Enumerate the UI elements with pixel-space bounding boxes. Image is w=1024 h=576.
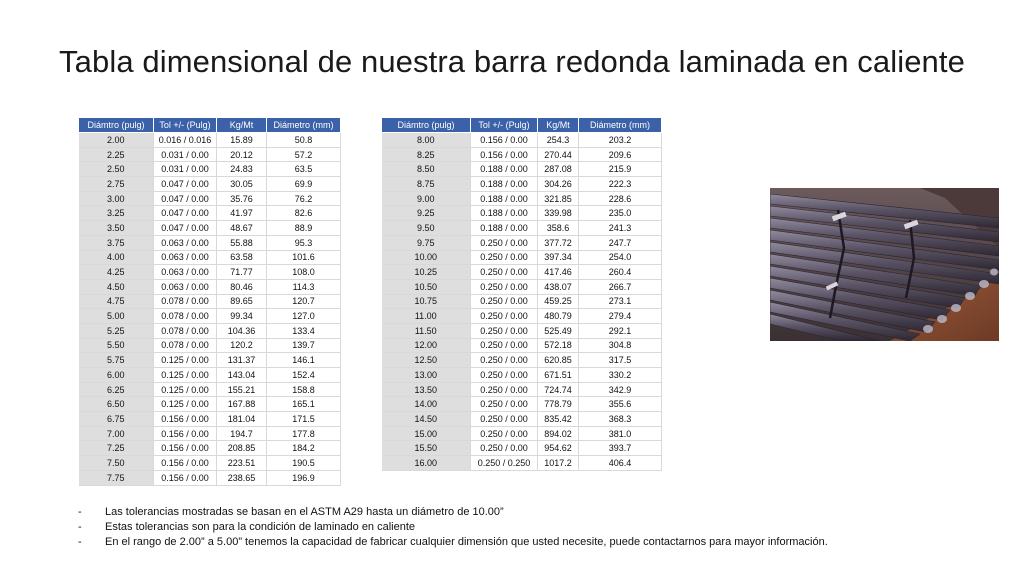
cell-diameter-mm: 127.0 [267,309,341,324]
cell-kg-per-m: 287.08 [538,162,579,177]
cell-kg-per-m: 99.34 [217,309,267,324]
cell-diameter-in: 10.00 [382,250,471,265]
cell-diameter-in: 7.50 [79,456,154,471]
table-row [382,250,662,265]
table-row [79,323,341,338]
table-row [79,221,341,236]
cell-diameter-in: 5.00 [79,309,154,324]
cell-diameter-in: 5.75 [79,353,154,368]
cell-diameter-mm: 69.9 [267,177,341,192]
cell-kg-per-m: 155.21 [217,382,267,397]
cell-tolerance: 0.047 / 0.00 [154,191,217,206]
cell-diameter-in: 6.75 [79,412,154,427]
steel-bars-photo [770,188,999,341]
note-item [78,505,978,520]
cell-diameter-mm: 120.7 [267,294,341,309]
table-header-row [382,118,662,133]
header-diameter-in: Diámtro (pulg) [79,118,154,133]
cell-kg-per-m: 397.34 [538,250,579,265]
cell-kg-per-m: 671.51 [538,368,579,383]
cell-diameter-in: 11.50 [382,323,471,338]
cell-diameter-in: 3.00 [79,191,154,206]
cell-kg-per-m: 377.72 [538,235,579,250]
note-item [78,520,978,535]
table-row [382,309,662,324]
cell-diameter-mm: 203.2 [579,133,662,148]
table-row [382,206,662,221]
note-text: Estas tolerancias son para la condición de laminado en caliente [105,521,416,533]
table-row [79,177,341,192]
table-row [79,309,341,324]
cell-tolerance: 0.250 / 0.00 [471,294,538,309]
table-row [382,177,662,192]
table-row [382,353,662,368]
header-kg-per-m: Kg/Mt [538,118,579,133]
cell-kg-per-m: 339.98 [538,206,579,221]
table-row [79,338,341,353]
table-row [382,441,662,456]
cell-diameter-in: 5.50 [79,338,154,353]
cell-kg-per-m: 15.89 [217,133,267,148]
cell-diameter-in: 2.25 [79,147,154,162]
cell-diameter-mm: 222.3 [579,177,662,192]
cell-diameter-in: 14.00 [382,397,471,412]
table-row [382,323,662,338]
cell-kg-per-m: 238.65 [217,470,267,485]
table-row [382,279,662,294]
table-row [79,441,341,456]
cell-kg-per-m: 223.51 [217,456,267,471]
cell-diameter-in: 8.50 [382,162,471,177]
cell-tolerance: 0.250 / 0.00 [471,397,538,412]
cell-diameter-mm: 406.4 [579,456,662,471]
table-header-row [79,118,341,133]
steel-bars-illustration [770,188,999,341]
cell-kg-per-m: 954.62 [538,441,579,456]
cell-diameter-mm: 254.0 [579,250,662,265]
cell-tolerance: 0.156 / 0.00 [154,470,217,485]
note-text: En el rango de 2.00” a 5.00” tenemos la capacidad de fabricar cualquier dimensión que usted necesite, puede contactarnos para mayor información. [105,536,828,548]
cell-diameter-mm: 57.2 [267,147,341,162]
cell-tolerance: 0.250 / 0.00 [471,353,538,368]
cell-tolerance: 0.250 / 0.00 [471,412,538,427]
cell-diameter-mm: 381.0 [579,426,662,441]
cell-kg-per-m: 417.46 [538,265,579,280]
table-row [382,338,662,353]
cell-diameter-in: 3.75 [79,235,154,250]
cell-kg-per-m: 30.05 [217,177,267,192]
cell-tolerance: 0.047 / 0.00 [154,177,217,192]
header-diameter-mm: Diámetro (mm) [267,118,341,133]
cell-tolerance: 0.156 / 0.00 [154,412,217,427]
cell-diameter-mm: 108.0 [267,265,341,280]
cell-diameter-mm: 330.2 [579,368,662,383]
cell-diameter-in: 7.00 [79,426,154,441]
table-row [382,265,662,280]
table-row [79,250,341,265]
cell-kg-per-m: 358.6 [538,221,579,236]
cell-diameter-mm: 158.8 [267,382,341,397]
cell-diameter-in: 5.25 [79,323,154,338]
cell-kg-per-m: 254.3 [538,133,579,148]
cell-tolerance: 0.250 / 0.00 [471,323,538,338]
cell-diameter-mm: 209.6 [579,147,662,162]
cell-diameter-mm: 165.1 [267,397,341,412]
cell-diameter-in: 9.75 [382,235,471,250]
cell-kg-per-m: 459.25 [538,294,579,309]
cell-tolerance: 0.188 / 0.00 [471,206,538,221]
cell-kg-per-m: 71.77 [217,265,267,280]
cell-diameter-mm: 76.2 [267,191,341,206]
slide-title: Tabla dimensional de nuestra barra redonda laminada en caliente [59,44,965,79]
table-row [382,426,662,441]
cell-diameter-mm: 190.5 [267,456,341,471]
cell-diameter-mm: 184.2 [267,441,341,456]
cell-kg-per-m: 438.07 [538,279,579,294]
cell-diameter-mm: 171.5 [267,412,341,427]
cell-diameter-mm: 63.5 [267,162,341,177]
cell-diameter-mm: 393.7 [579,441,662,456]
note-item [78,535,978,550]
table-row [382,221,662,236]
cell-diameter-mm: 50.8 [267,133,341,148]
table-row [382,294,662,309]
cell-kg-per-m: 208.85 [217,441,267,456]
cell-kg-per-m: 620.85 [538,353,579,368]
cell-diameter-in: 8.00 [382,133,471,148]
cell-diameter-mm: 235.0 [579,206,662,221]
cell-kg-per-m: 131.37 [217,353,267,368]
cell-diameter-in: 3.25 [79,206,154,221]
header-diameter-mm: Diámetro (mm) [579,118,662,133]
cell-tolerance: 0.047 / 0.00 [154,206,217,221]
table-row [382,368,662,383]
cell-diameter-in: 2.75 [79,177,154,192]
table-row [382,412,662,427]
cell-diameter-in: 9.25 [382,206,471,221]
cell-kg-per-m: 55.88 [217,235,267,250]
cell-tolerance: 0.188 / 0.00 [471,177,538,192]
header-tolerance: Tol +/- (Pulg) [471,118,538,133]
cell-diameter-in: 12.50 [382,353,471,368]
table-row [79,235,341,250]
table-row [79,147,341,162]
cell-tolerance: 0.078 / 0.00 [154,294,217,309]
cell-tolerance: 0.250 / 0.00 [471,279,538,294]
cell-diameter-in: 6.25 [79,382,154,397]
cell-diameter-in: 12.00 [382,338,471,353]
cell-tolerance: 0.250 / 0.00 [471,265,538,280]
cell-diameter-mm: 101.6 [267,250,341,265]
cell-kg-per-m: 20.12 [217,147,267,162]
cell-diameter-in: 2.00 [79,133,154,148]
header-kg-per-m: Kg/Mt [217,118,267,133]
cell-tolerance: 0.078 / 0.00 [154,309,217,324]
cell-kg-per-m: 89.65 [217,294,267,309]
table-row [79,368,341,383]
table-row [382,191,662,206]
cell-kg-per-m: 525.49 [538,323,579,338]
cell-kg-per-m: 894.02 [538,426,579,441]
table-row [382,235,662,250]
table-row [79,382,341,397]
cell-diameter-mm: 241.3 [579,221,662,236]
cell-kg-per-m: 1017.2 [538,456,579,471]
cell-diameter-mm: 88.9 [267,221,341,236]
cell-diameter-in: 4.25 [79,265,154,280]
cell-diameter-mm: 342.9 [579,382,662,397]
cell-diameter-in: 13.00 [382,368,471,383]
cell-tolerance: 0.078 / 0.00 [154,323,217,338]
cell-diameter-mm: 355.6 [579,397,662,412]
cell-diameter-mm: 82.6 [267,206,341,221]
cell-diameter-mm: 139.7 [267,338,341,353]
cell-tolerance: 0.156 / 0.00 [154,426,217,441]
table-row [79,353,341,368]
cell-diameter-in: 4.50 [79,279,154,294]
cell-diameter-mm: 114.3 [267,279,341,294]
cell-tolerance: 0.250 / 0.00 [471,250,538,265]
cell-tolerance: 0.063 / 0.00 [154,265,217,280]
table-row [79,426,341,441]
cell-tolerance: 0.031 / 0.00 [154,162,217,177]
cell-diameter-in: 9.00 [382,191,471,206]
bullet-dash: - [78,521,82,533]
cell-diameter-mm: 266.7 [579,279,662,294]
table-row [382,133,662,148]
dimension-table-right [381,117,662,471]
cell-diameter-mm: 152.4 [267,368,341,383]
cell-tolerance: 0.250 / 0.00 [471,441,538,456]
cell-tolerance: 0.063 / 0.00 [154,279,217,294]
cell-diameter-in: 2.50 [79,162,154,177]
cell-kg-per-m: 48.67 [217,221,267,236]
table-row [79,294,341,309]
cell-tolerance: 0.063 / 0.00 [154,250,217,265]
cell-diameter-mm: 273.1 [579,294,662,309]
cell-diameter-mm: 292.1 [579,323,662,338]
cell-tolerance: 0.250 / 0.00 [471,368,538,383]
cell-diameter-mm: 317.5 [579,353,662,368]
table-row [79,162,341,177]
cell-tolerance: 0.250 / 0.250 [471,456,538,471]
cell-tolerance: 0.188 / 0.00 [471,191,538,206]
cell-kg-per-m: 63.58 [217,250,267,265]
cell-diameter-in: 11.00 [382,309,471,324]
cell-kg-per-m: 24.83 [217,162,267,177]
cell-diameter-in: 16.00 [382,456,471,471]
cell-kg-per-m: 304.26 [538,177,579,192]
cell-tolerance: 0.156 / 0.00 [154,441,217,456]
cell-diameter-in: 9.50 [382,221,471,236]
cell-diameter-in: 10.50 [382,279,471,294]
table-row [79,470,341,485]
table-row [79,279,341,294]
cell-kg-per-m: 41.97 [217,206,267,221]
cell-diameter-in: 8.25 [382,147,471,162]
cell-kg-per-m: 35.76 [217,191,267,206]
cell-kg-per-m: 480.79 [538,309,579,324]
table-row [382,382,662,397]
table-row [382,147,662,162]
table-row [79,191,341,206]
cell-diameter-in: 15.50 [382,441,471,456]
notes-list [78,505,978,550]
cell-tolerance: 0.250 / 0.00 [471,382,538,397]
cell-tolerance: 0.047 / 0.00 [154,221,217,236]
cell-kg-per-m: 321.85 [538,191,579,206]
cell-kg-per-m: 181.04 [217,412,267,427]
cell-diameter-mm: 279.4 [579,309,662,324]
cell-kg-per-m: 778.79 [538,397,579,412]
cell-diameter-in: 10.25 [382,265,471,280]
cell-tolerance: 0.188 / 0.00 [471,162,538,177]
table-row [79,206,341,221]
cell-tolerance: 0.250 / 0.00 [471,235,538,250]
cell-tolerance: 0.125 / 0.00 [154,368,217,383]
cell-diameter-mm: 215.9 [579,162,662,177]
cell-diameter-in: 6.00 [79,368,154,383]
cell-tolerance: 0.188 / 0.00 [471,221,538,236]
cell-diameter-mm: 196.9 [267,470,341,485]
bullet-dash: - [78,506,82,518]
table-row [79,265,341,280]
table-row [382,456,662,471]
cell-tolerance: 0.156 / 0.00 [154,456,217,471]
bullet-dash: - [78,536,82,548]
cell-diameter-in: 15.00 [382,426,471,441]
cell-tolerance: 0.125 / 0.00 [154,353,217,368]
cell-kg-per-m: 120.2 [217,338,267,353]
cell-tolerance: 0.063 / 0.00 [154,235,217,250]
cell-diameter-in: 13.50 [382,382,471,397]
cell-kg-per-m: 270.44 [538,147,579,162]
cell-diameter-in: 10.75 [382,294,471,309]
table-row [79,133,341,148]
dimension-table-left [78,117,341,486]
cell-diameter-in: 7.25 [79,441,154,456]
header-diameter-in: Diámtro (pulg) [382,118,471,133]
table-row [382,397,662,412]
cell-diameter-in: 6.50 [79,397,154,412]
cell-tolerance: 0.078 / 0.00 [154,338,217,353]
cell-diameter-in: 7.75 [79,470,154,485]
header-tolerance: Tol +/- (Pulg) [154,118,217,133]
cell-diameter-mm: 146.1 [267,353,341,368]
table-row [79,397,341,412]
cell-diameter-mm: 247.7 [579,235,662,250]
cell-diameter-mm: 304.8 [579,338,662,353]
table-row [382,162,662,177]
note-text: Las tolerancias mostradas se basan en el ASTM A29 hasta un diámetro de 10.00” [105,506,504,518]
cell-tolerance: 0.016 / 0.016 [154,133,217,148]
cell-diameter-mm: 260.4 [579,265,662,280]
cell-kg-per-m: 835.42 [538,412,579,427]
cell-diameter-mm: 177.8 [267,426,341,441]
cell-diameter-mm: 95.3 [267,235,341,250]
cell-diameter-mm: 133.4 [267,323,341,338]
cell-tolerance: 0.250 / 0.00 [471,426,538,441]
cell-tolerance: 0.125 / 0.00 [154,397,217,412]
table-row [79,412,341,427]
cell-tolerance: 0.156 / 0.00 [471,133,538,148]
cell-tolerance: 0.125 / 0.00 [154,382,217,397]
cell-kg-per-m: 194.7 [217,426,267,441]
cell-kg-per-m: 80.46 [217,279,267,294]
cell-diameter-in: 3.50 [79,221,154,236]
cell-kg-per-m: 572.18 [538,338,579,353]
cell-diameter-in: 8.75 [382,177,471,192]
cell-kg-per-m: 724.74 [538,382,579,397]
cell-tolerance: 0.031 / 0.00 [154,147,217,162]
cell-tolerance: 0.250 / 0.00 [471,338,538,353]
cell-diameter-in: 4.75 [79,294,154,309]
cell-kg-per-m: 104.36 [217,323,267,338]
cell-diameter-mm: 228.6 [579,191,662,206]
cell-diameter-mm: 368.3 [579,412,662,427]
cell-tolerance: 0.250 / 0.00 [471,309,538,324]
cell-kg-per-m: 167.88 [217,397,267,412]
cell-kg-per-m: 143.04 [217,368,267,383]
cell-diameter-in: 4.00 [79,250,154,265]
cell-tolerance: 0.156 / 0.00 [471,147,538,162]
cell-diameter-in: 14.50 [382,412,471,427]
table-row [79,456,341,471]
